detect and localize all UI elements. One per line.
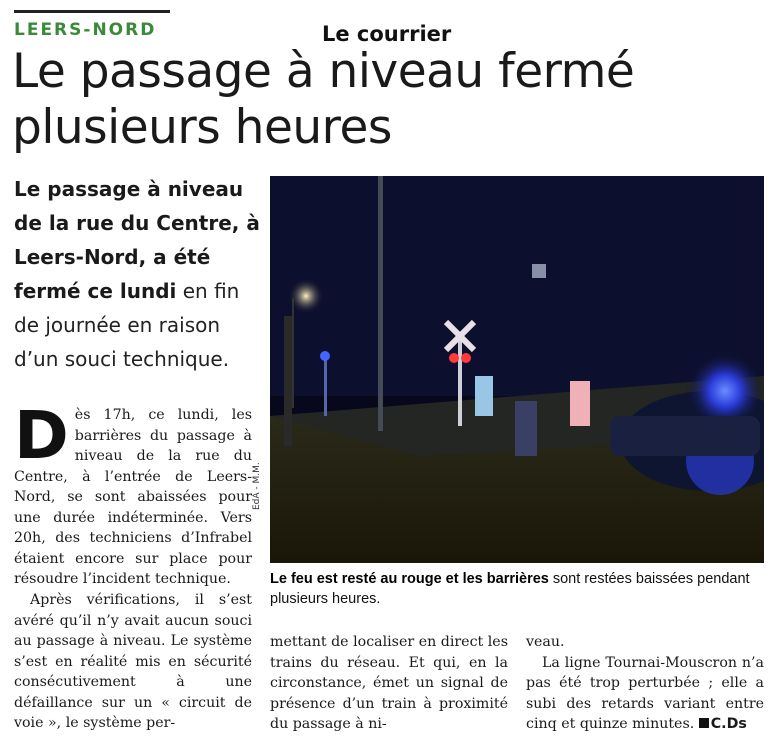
lede-rest: en fin de journée en raison d’un souci technique. (14, 279, 240, 371)
author-signature: C.Ds (710, 716, 747, 732)
lede-bold: Le passage à niveau de la rue du Centre, à Leers-Nord, a été fermé ce lundi (14, 177, 260, 303)
photo-caption (270, 569, 766, 609)
night-crossing-image (270, 176, 764, 563)
paragraph-1-text: ès 17h, ce lundi, les barrières du passage à niveau de la rue du Centre, à l’entrée de Leers-Nord, se sont abaissées pour une durée indéterminée. Vers 20h, des techniciens d’Infrabel étaient encore sur place pour résoudre l’incident technique. (14, 407, 252, 587)
paragraph-2-continued: mettant de localiser en direct les trains du réseau. Et qui, en la circonstance, émet un signal de présence d’un train à proximité du passage à ni- (270, 634, 508, 732)
lede (14, 172, 264, 376)
paragraph-3-text: La ligne Tournai-Mouscron n’a pas été trop perturbée ; elle a subi des retards variant entre cinq et quinze minutes. (526, 654, 764, 732)
article-column-1 (14, 397, 252, 590)
article-photo (270, 176, 764, 563)
article-column-3 (526, 632, 764, 735)
section-kicker: LEERS-NORD (14, 20, 157, 40)
caption-rest: sont restées baissées pendant plusieurs heures. (270, 571, 750, 607)
end-mark-icon (699, 718, 709, 728)
article-column-2 (270, 632, 508, 735)
kicker-rule (14, 10, 170, 13)
headline: Le passage à niveau fermé plusieurs heures (12, 44, 635, 155)
dropcap: D (14, 397, 69, 474)
paragraph-1 (14, 397, 252, 590)
caption-bold: Le feu est resté au rouge et les barrières (270, 571, 549, 587)
photo-credit: EdA - M.M. (252, 462, 262, 510)
paragraph-2: Après vérifications, il s’est avéré qu’il n’y avait aucun souci au passage à niveau. Le système s’est en réalité mis en sécurité consécutivement à une défaillance sur un « circuit de voie », le système per- (14, 592, 252, 731)
paragraph-2-end: veau. (526, 634, 565, 650)
article-column-1b (14, 590, 252, 734)
paragraph-3 (526, 653, 764, 735)
newspaper-source: Le courrier (322, 22, 452, 46)
